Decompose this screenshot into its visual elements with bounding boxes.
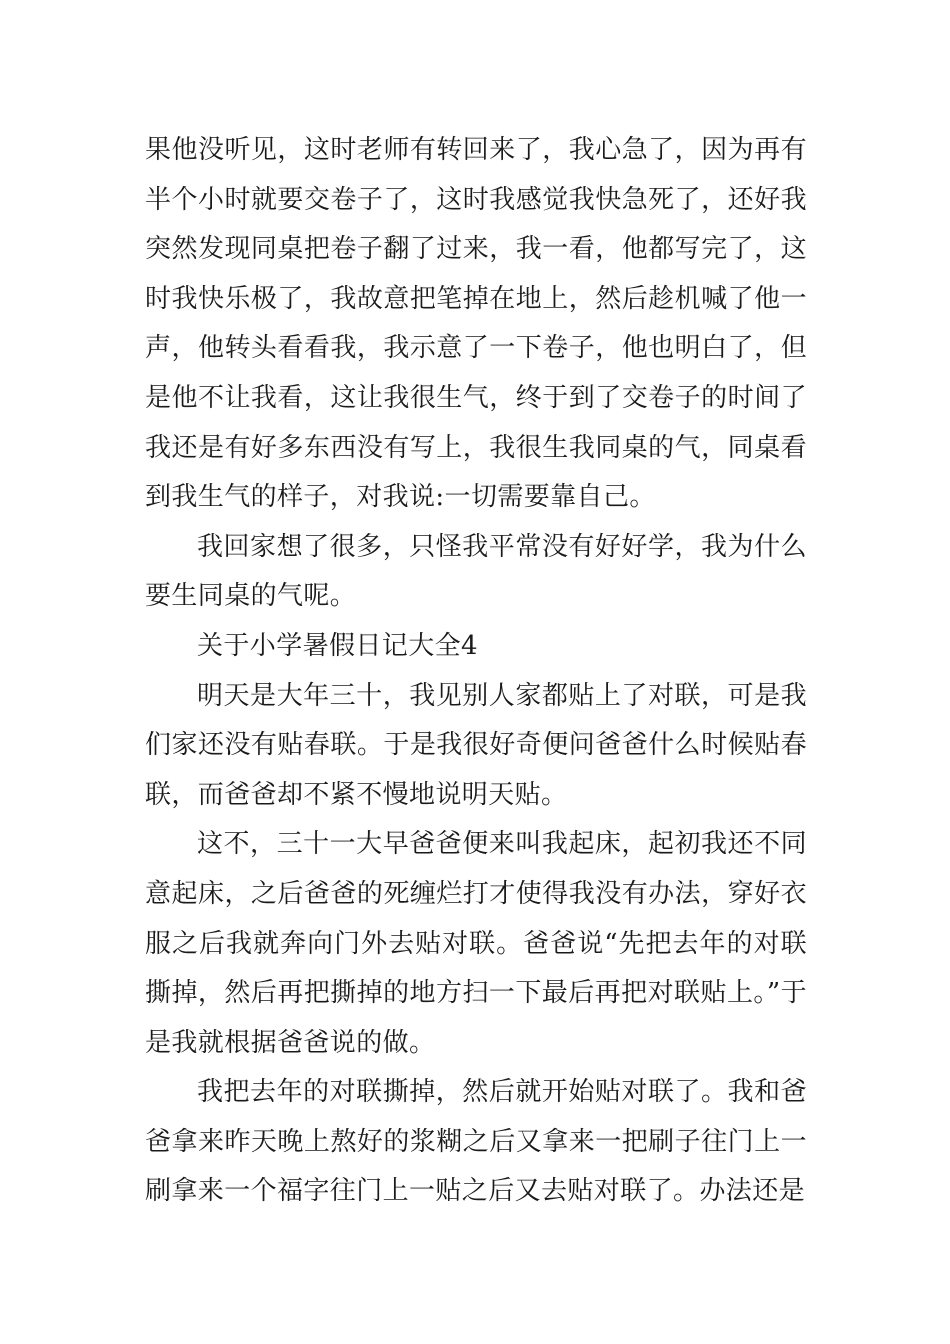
paragraph: 这不，三十一大早爸爸便来叫我起床，起初我还不同意起床，之后爸爸的死缠烂打才使得我没有办法，穿好衣服之后我就奔向门外去贴对联。爸爸说“先把去年的对联撕掉，然后再把撕掉的地方扫一下最后再把对联贴上。”于是我就根据爸爸说的做。 [145, 829, 807, 1058]
paragraph: 我把去年的对联撕掉，然后就开始贴对联了。我和爸爸拿来昨天晚上熬好的浆糊之后又拿来一把刷子往门上一刷拿来一个福字往门上一贴之后又去贴对联了。办法还是 [145, 1077, 807, 1207]
section-heading: 关于小学暑假日记大全4 [197, 630, 478, 661]
paragraph: 我回家想了很多，只怪我平常没有好好学，我为什么要生同桌的气呢。 [145, 531, 807, 612]
document-body [145, 126, 807, 1217]
paragraph: 明天是大年三十，我见别人家都贴上了对联，可是我们家还没有贴春联。于是我很好奇便问爸爸什么时候贴春联，而爸爸却不紧不慢地说明天贴。 [145, 680, 807, 810]
paragraph-continued: 果他没听见，这时老师有转回来了，我心急了，因为再有半个小时就要交卷子了，这时我感觉我快急死了，还好我突然发现同桌把卷子翻了过来，我一看，他都写完了，这时我快乐极了，我故意把笔掉在地上，然后趁机喊了他一声，他转头看看我，我示意了一下卷子，他也明白了，但是他不让我看，这让我很生气，终于到了交卷子的时间了我还是有好多东西没有写上，我很生我同桌的气，同桌看到我生气的样子，对我说:一切需要靠自己。 [145, 135, 807, 513]
